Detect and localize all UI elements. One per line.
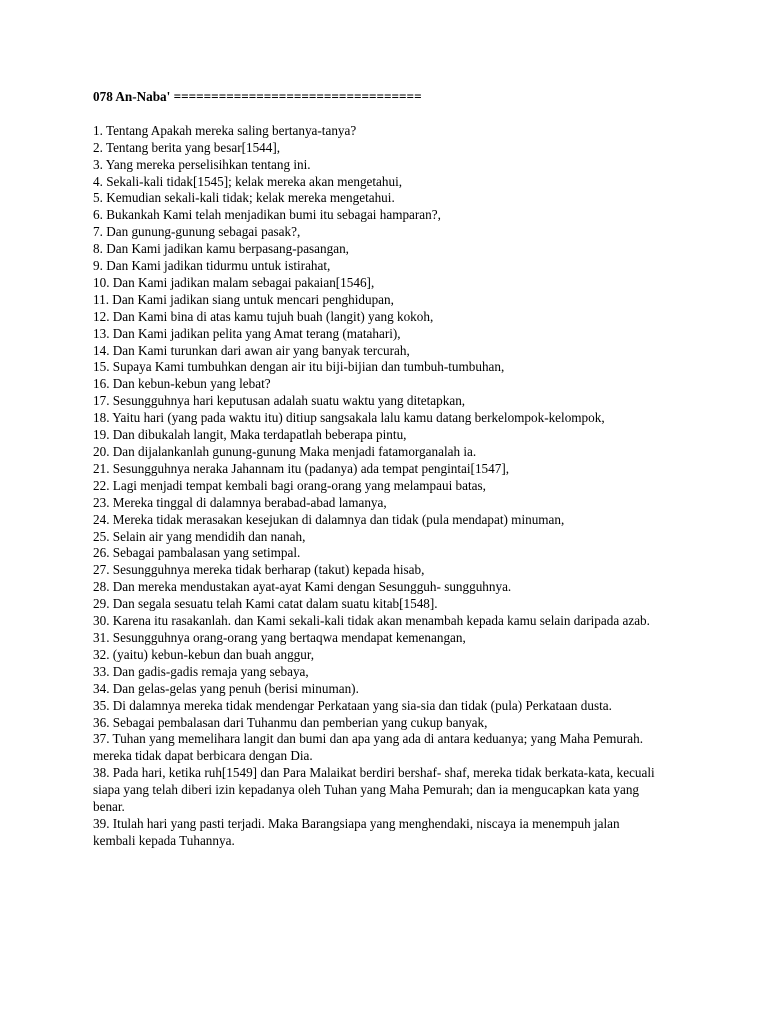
- verse-line: 37. Tuhan yang memelihara langit dan bumi dan apa yang ada di antara keduanya; yang Maha Pemurah. mereka tidak dapat berbicara dengan Dia.: [93, 731, 644, 764]
- verse-line: 38. Pada hari, ketika ruh[1549] dan Para Malaikat berdiri bershaf- shaf, mereka tidak berkata-kata, kecuali siapa yang telah diberi izin kepadanya oleh Tuhan yang Maha Pemurah; dan ia mengucapkan kata yang benar.: [93, 765, 655, 815]
- verse-line: 21. Sesungguhnya neraka Jahannam itu (padanya) ada tempat pengintai[1547],: [93, 460, 510, 476]
- verse-line: 7. Dan gunung-gunung sebagai pasak?,: [93, 224, 301, 240]
- verse-line: 19. Dan dibukalah langit, Maka terdapatlah beberapa pintu,: [93, 427, 407, 443]
- verse-line: 23. Mereka tinggal di dalamnya berabad-abad lamanya,: [93, 494, 387, 510]
- verse-line: 29. Dan segala sesuatu telah Kami catat dalam suatu kitab[1548].: [93, 596, 438, 612]
- verse-line: 13. Dan Kami jadikan pelita yang Amat terang (matahari),: [93, 325, 401, 341]
- verse-line: 11. Dan Kami jadikan siang untuk mencari penghidupan,: [93, 291, 394, 307]
- verse-line: 6. Bukankah Kami telah menjadikan bumi itu sebagai hamparan?,: [93, 207, 441, 223]
- surah-title: 078 An-Naba' =================================: [93, 89, 422, 104]
- verse-line: 18. Yaitu hari (yang pada waktu itu) ditiup sangsakala lalu kamu datang berkelompok-kelompok,: [93, 410, 605, 426]
- verse-line: 36. Sebagai pembalasan dari Tuhanmu dan pemberian yang cukup banyak,: [93, 714, 488, 730]
- verse-line: 12. Dan Kami bina di atas kamu tujuh buah (langit) yang kokoh,: [93, 308, 434, 324]
- verse-line: 34. Dan gelas-gelas yang penuh (berisi minuman).: [93, 680, 359, 696]
- verse-line: 33. Dan gadis-gadis remaja yang sebaya,: [93, 663, 309, 679]
- verse-line: 22. Lagi menjadi tempat kembali bagi orang-orang yang melampaui batas,: [93, 477, 486, 493]
- verse-line: 35. Di dalamnya mereka tidak mendengar Perkataan yang sia-sia dan tidak (pula) Perkataan dusta.: [93, 697, 612, 713]
- verse-line: 26. Sebagai pambalasan yang setimpal.: [93, 545, 301, 561]
- verse-line: 9. Dan Kami jadikan tidurmu untuk istirahat,: [93, 258, 331, 274]
- verse-line: 25. Selain air yang mendidih dan nanah,: [93, 528, 306, 544]
- verse-line: 32. (yaitu) kebun-kebun dan buah anggur,: [93, 646, 315, 662]
- verse-list: [93, 123, 663, 850]
- title-spacer: [93, 106, 663, 123]
- verse-line: 28. Dan mereka mendustakan ayat-ayat Kami dengan Sesungguh- sungguhnya.: [93, 579, 512, 595]
- verse-line: 16. Dan kebun-kebun yang lebat?: [93, 376, 271, 392]
- verse-line: 20. Dan dijalankanlah gunung-gunung Maka menjadi fatamorganalah ia.: [93, 444, 477, 460]
- verse-line: 24. Mereka tidak merasakan kesejukan di dalamnya dan tidak (pula mendapat) minuman,: [93, 511, 565, 527]
- verse-line: 8. Dan Kami jadikan kamu berpasang-pasangan,: [93, 241, 349, 257]
- verse-line: 10. Dan Kami jadikan malam sebagai pakaian[1546],: [93, 274, 375, 290]
- document-page: [93, 89, 663, 850]
- verse-line: 30. Karena itu rasakanlah. dan Kami sekali-kali tidak akan menambah kepada kamu selain daripada azab.: [93, 613, 650, 629]
- verse-line: 1. Tentang Apakah mereka saling bertanya-tanya?: [93, 122, 357, 138]
- verse-line: 27. Sesungguhnya mereka tidak berharap (takut) kepada hisab,: [93, 562, 425, 578]
- verse-line: 15. Supaya Kami tumbuhkan dengan air itu biji-bijian dan tumbuh-tumbuhan,: [93, 359, 505, 375]
- verse-line: 14. Dan Kami turunkan dari awan air yang banyak tercurah,: [93, 342, 410, 358]
- verse-line: 31. Sesungguhnya orang-orang yang bertaqwa mendapat kemenangan,: [93, 629, 466, 645]
- verse-line: 5. Kemudian sekali-kali tidak; kelak mereka mengetahui.: [93, 190, 395, 206]
- verse-line: 3. Yang mereka perselisihkan tentang ini.: [93, 156, 311, 172]
- verse-line: 4. Sekali-kali tidak[1545]; kelak mereka akan mengetahui,: [93, 173, 403, 189]
- verse-line: 39. Itulah hari yang pasti terjadi. Maka Barangsiapa yang menghendaki, niscaya ia menempuh jalan kembali kepada Tuhannya.: [93, 815, 620, 848]
- verse-line: 2. Tentang berita yang besar[1544],: [93, 139, 281, 155]
- verse-line: 17. Sesungguhnya hari keputusan adalah suatu waktu yang ditetapkan,: [93, 393, 466, 409]
